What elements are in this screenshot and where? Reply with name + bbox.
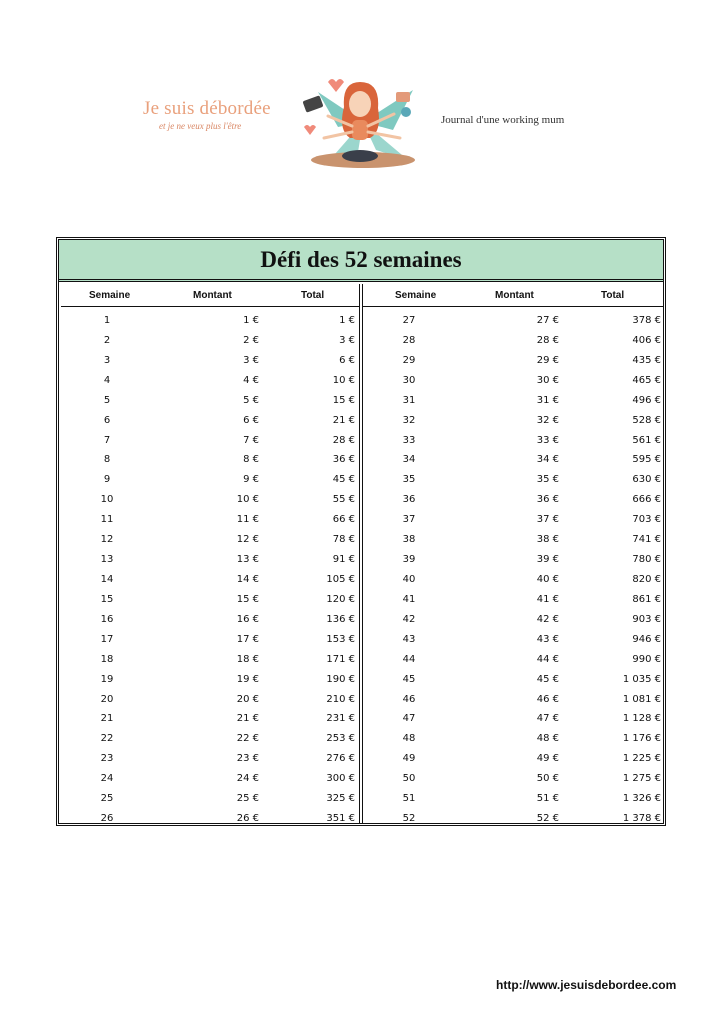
total-cell: 378 € (632, 315, 661, 326)
total-cell: 1 275 € (622, 773, 661, 785)
column-header-semaine: Semaine (89, 290, 131, 301)
week-cell: 16 (100, 613, 114, 625)
total-cell: 861 € (632, 593, 661, 605)
table-row (363, 312, 663, 332)
table-row (363, 810, 663, 830)
total-cell: 21 € (332, 414, 355, 426)
week-cell: 20 (100, 693, 114, 705)
table-row (61, 810, 359, 830)
week-cell: 19 (100, 673, 114, 685)
week-cell: 21 (100, 713, 114, 725)
amount-cell: 22 € (236, 733, 259, 745)
table-row (363, 571, 663, 591)
week-cell: 26 (100, 813, 114, 825)
total-cell: 66 € (332, 514, 355, 526)
table-row (61, 710, 359, 730)
week-cell: 38 (402, 534, 416, 546)
table-row (61, 312, 359, 332)
amount-cell: 30 € (536, 374, 559, 386)
week-cell: 13 (100, 554, 114, 566)
week-cell: 31 (402, 394, 416, 406)
column-header-montant: Montant (193, 290, 232, 301)
total-cell: 780 € (632, 554, 661, 566)
total-cell: 1 € (339, 315, 355, 326)
total-cell: 820 € (632, 573, 661, 585)
amount-cell: 25 € (236, 793, 259, 805)
table-row (61, 750, 359, 770)
week-cell: 15 (100, 593, 114, 605)
amount-cell: 44 € (536, 653, 559, 665)
table-row (61, 392, 359, 412)
total-cell: 276 € (326, 753, 355, 765)
week-cell: 24 (100, 773, 114, 785)
total-cell: 703 € (632, 514, 661, 526)
amount-cell: 9 € (243, 474, 259, 486)
amount-cell: 49 € (536, 753, 559, 765)
table-row (363, 671, 663, 691)
table-row (61, 372, 359, 392)
challenge-table (56, 237, 666, 826)
amount-cell: 15 € (236, 593, 259, 605)
table-row (363, 691, 663, 711)
table-row (363, 511, 663, 531)
week-cell: 6 (103, 414, 111, 426)
amount-cell: 1 € (243, 315, 259, 326)
table-row (61, 531, 359, 551)
amount-cell: 3 € (243, 354, 259, 366)
brand-title: Je suis débordée (143, 98, 271, 119)
table-row (61, 332, 359, 352)
total-cell: 630 € (632, 474, 661, 486)
total-cell: 91 € (332, 554, 355, 566)
total-cell: 325 € (326, 793, 355, 805)
amount-cell: 48 € (536, 733, 559, 745)
amount-cell: 52 € (536, 813, 559, 825)
amount-cell: 32 € (536, 414, 559, 426)
week-cell: 28 (402, 334, 416, 346)
week-cell: 5 (103, 394, 111, 406)
amount-cell: 5 € (243, 394, 259, 406)
week-cell: 4 (103, 374, 111, 386)
week-cell: 18 (100, 653, 114, 665)
amount-cell: 4 € (243, 374, 259, 386)
total-cell: 1 378 € (622, 813, 661, 825)
table-row (61, 671, 359, 691)
table-row (363, 551, 663, 571)
week-cell: 45 (402, 673, 416, 685)
week-cell: 23 (100, 753, 114, 765)
amount-cell: 38 € (536, 534, 559, 546)
week-cell: 33 (402, 434, 416, 446)
table-row (363, 750, 663, 770)
amount-cell: 17 € (236, 633, 259, 645)
table-row (363, 591, 663, 611)
week-cell: 44 (402, 653, 416, 665)
total-cell: 1 225 € (622, 753, 661, 765)
table-row (61, 511, 359, 531)
amount-cell: 16 € (236, 613, 259, 625)
amount-cell: 14 € (236, 573, 259, 585)
week-cell: 50 (402, 773, 416, 785)
title-bar (59, 240, 663, 282)
total-cell: 253 € (326, 733, 355, 745)
amount-cell: 24 € (236, 773, 259, 785)
week-cell: 10 (100, 494, 114, 506)
table-row (363, 451, 663, 471)
table-row (61, 591, 359, 611)
column-headers (61, 284, 359, 307)
total-cell: 1 326 € (622, 793, 661, 805)
amount-cell: 39 € (536, 554, 559, 566)
week-cell: 52 (402, 813, 416, 825)
total-cell: 136 € (326, 613, 355, 625)
amount-cell: 18 € (236, 653, 259, 665)
amount-cell: 33 € (536, 434, 559, 446)
table-right-half (363, 284, 663, 823)
table-row (363, 710, 663, 730)
footer-url-link[interactable]: http://www.jesuisdebordee.com (496, 978, 677, 992)
total-cell: 666 € (632, 494, 661, 506)
column-headers (363, 284, 663, 307)
total-cell: 153 € (326, 633, 355, 645)
week-cell: 42 (402, 613, 416, 625)
table-row (61, 631, 359, 651)
week-cell: 17 (100, 633, 114, 645)
table-left-half (61, 284, 359, 823)
table-row (363, 471, 663, 491)
table-row (363, 432, 663, 452)
table-row (61, 432, 359, 452)
table-row (363, 651, 663, 671)
table-row (61, 551, 359, 571)
week-cell: 36 (402, 494, 416, 506)
week-cell: 8 (103, 454, 111, 466)
week-cell: 35 (402, 474, 416, 486)
amount-cell: 42 € (536, 613, 559, 625)
week-cell: 41 (402, 593, 416, 605)
total-cell: 210 € (326, 693, 355, 705)
total-cell: 120 € (326, 593, 355, 605)
amount-cell: 7 € (243, 434, 259, 446)
amount-cell: 8 € (243, 454, 259, 466)
total-cell: 741 € (632, 534, 661, 546)
column-header-semaine: Semaine (395, 290, 437, 301)
amount-cell: 47 € (536, 713, 559, 725)
total-cell: 1 176 € (622, 733, 661, 745)
week-cell: 48 (402, 733, 416, 745)
column-header-total: Total (301, 290, 325, 301)
week-cell: 25 (100, 793, 114, 805)
table-row (363, 332, 663, 352)
total-cell: 3 € (339, 334, 355, 346)
total-cell: 351 € (326, 813, 355, 825)
week-cell: 46 (402, 693, 416, 705)
table-row (61, 491, 359, 511)
amount-cell: 36 € (536, 494, 559, 506)
total-cell: 435 € (632, 354, 661, 366)
amount-cell: 13 € (236, 554, 259, 566)
week-cell: 49 (402, 753, 416, 765)
week-cell: 39 (402, 554, 416, 566)
table-row (61, 611, 359, 631)
table-row (363, 611, 663, 631)
amount-cell: 41 € (536, 593, 559, 605)
amount-cell: 21 € (236, 713, 259, 725)
table-row (61, 691, 359, 711)
amount-cell: 2 € (243, 334, 259, 346)
amount-cell: 29 € (536, 354, 559, 366)
total-cell: 45 € (332, 474, 355, 486)
table-row (363, 770, 663, 790)
amount-cell: 11 € (236, 514, 259, 526)
amount-cell: 28 € (536, 334, 559, 346)
total-cell: 10 € (332, 374, 355, 386)
total-cell: 595 € (632, 454, 661, 466)
brand-logo (143, 98, 271, 131)
table-row (61, 770, 359, 790)
total-cell: 6 € (339, 354, 355, 366)
week-cell: 34 (402, 454, 416, 466)
total-cell: 1 128 € (622, 713, 661, 725)
table-row (363, 392, 663, 412)
working-mum-illustration-icon (298, 72, 428, 172)
table-row (363, 631, 663, 651)
amount-cell: 19 € (236, 673, 259, 685)
week-cell: 12 (100, 534, 114, 546)
column-header-montant: Montant (495, 290, 534, 301)
total-cell: 946 € (632, 633, 661, 645)
total-cell: 1 081 € (622, 693, 661, 705)
column-header-total: Total (601, 290, 625, 301)
table-row (61, 352, 359, 372)
week-cell: 43 (402, 633, 416, 645)
amount-cell: 46 € (536, 693, 559, 705)
amount-cell: 35 € (536, 474, 559, 486)
total-cell: 15 € (332, 394, 355, 406)
amount-cell: 26 € (236, 813, 259, 825)
week-cell: 11 (100, 514, 114, 526)
week-cell: 7 (103, 434, 111, 446)
week-cell: 14 (100, 573, 114, 585)
rows-right (363, 312, 663, 830)
table-row (363, 352, 663, 372)
week-cell: 51 (402, 793, 416, 805)
total-cell: 990 € (632, 653, 661, 665)
table-row (61, 471, 359, 491)
week-cell: 22 (100, 733, 114, 745)
table-row (61, 790, 359, 810)
tagline: Journal d'une working mum (441, 114, 565, 126)
total-cell: 171 € (326, 653, 355, 665)
table-row (363, 730, 663, 750)
table-row (363, 531, 663, 551)
total-cell: 465 € (632, 374, 661, 386)
amount-cell: 6 € (243, 414, 259, 426)
amount-cell: 50 € (536, 773, 559, 785)
amount-cell: 43 € (536, 633, 559, 645)
amount-cell: 12 € (236, 534, 259, 546)
amount-cell: 20 € (236, 693, 259, 705)
table-title: Défi des 52 semaines (260, 246, 462, 272)
week-cell: 40 (402, 573, 416, 585)
total-cell: 55 € (332, 494, 355, 506)
week-cell: 30 (402, 374, 416, 386)
amount-cell: 37 € (536, 514, 559, 526)
table-row (363, 491, 663, 511)
amount-cell: 10 € (236, 494, 259, 506)
amount-cell: 34 € (536, 454, 559, 466)
amount-cell: 23 € (236, 753, 259, 765)
site-header (133, 72, 590, 172)
week-cell: 1 (103, 315, 111, 326)
total-cell: 300 € (326, 773, 355, 785)
amount-cell: 27 € (536, 315, 559, 326)
week-cell: 32 (402, 414, 416, 426)
total-cell: 231 € (326, 713, 355, 725)
table-row (61, 651, 359, 671)
week-cell: 2 (103, 334, 111, 346)
week-cell: 3 (103, 354, 111, 366)
amount-cell: 40 € (536, 573, 559, 585)
total-cell: 561 € (632, 434, 661, 446)
total-cell: 496 € (632, 394, 661, 406)
total-cell: 406 € (632, 334, 661, 346)
table-row (363, 790, 663, 810)
total-cell: 78 € (332, 534, 355, 546)
week-cell: 29 (402, 354, 416, 366)
table-row (363, 412, 663, 432)
total-cell: 105 € (326, 573, 355, 585)
table-row (61, 451, 359, 471)
table-row (363, 372, 663, 392)
table-row (61, 571, 359, 591)
week-cell: 47 (402, 713, 416, 725)
total-cell: 190 € (326, 673, 355, 685)
amount-cell: 51 € (536, 793, 559, 805)
amount-cell: 45 € (536, 673, 559, 685)
total-cell: 903 € (632, 613, 661, 625)
week-cell: 37 (402, 514, 416, 526)
week-cell: 27 (402, 315, 416, 326)
table-row (61, 412, 359, 432)
week-cell: 9 (103, 474, 111, 486)
total-cell: 528 € (632, 414, 661, 426)
total-cell: 1 035 € (622, 673, 661, 685)
rows-left (61, 312, 359, 830)
total-cell: 36 € (332, 454, 355, 466)
amount-cell: 31 € (536, 394, 559, 406)
table-row (61, 730, 359, 750)
total-cell: 28 € (332, 434, 355, 446)
brand-subtitle: et je ne veux plus l'être (159, 121, 242, 131)
